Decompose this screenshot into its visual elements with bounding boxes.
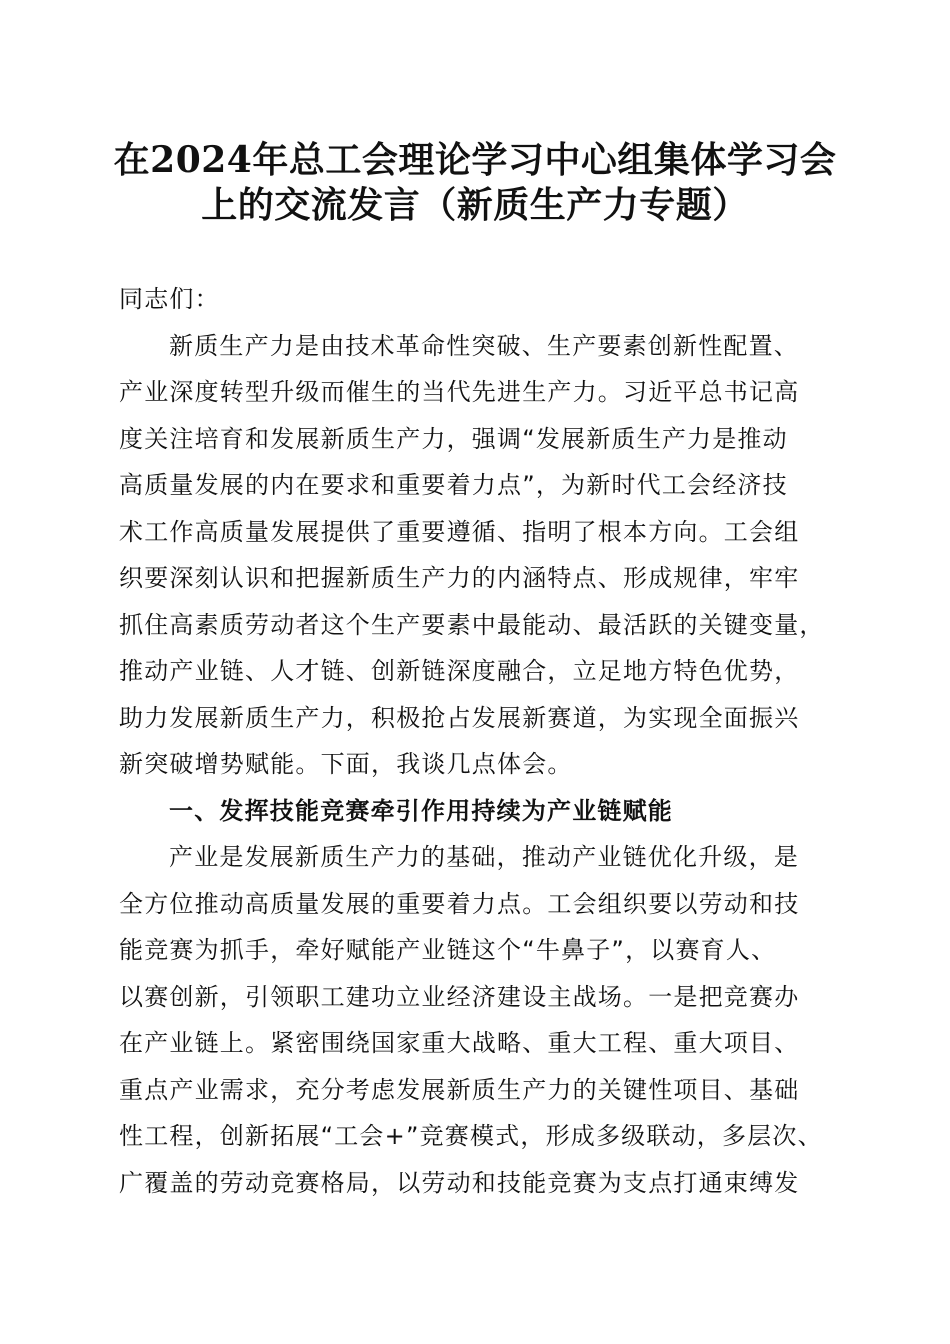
paragraph-line: 能竞赛为抓手，牵好赋能产业链这个“牛鼻子”，以赛育人、	[119, 936, 777, 964]
paragraph-line: 产业深度转型升级而催生的当代先进生产力。习近平总书记高	[119, 378, 800, 406]
paragraph-line: 抓住高素质劳动者这个生产要素中最能动、最活跃的关键变量，	[119, 610, 825, 639]
paragraph-line: 产业是发展新质生产力的基础，推动产业链优化升级，是	[169, 843, 799, 871]
paragraph-line: 全方位推动高质量发展的重要着力点。工会组织要以劳动和技	[119, 889, 800, 918]
paragraph-line: 以赛创新，引领职工建功立业经济建设主战场。一是把竞赛办	[119, 982, 800, 1011]
paragraph-2	[119, 834, 831, 1206]
salutation: 同志们：	[119, 285, 220, 313]
paragraph-line: 推动产业链、人才链、创新链深度融合，立足地方特色优势，	[119, 657, 800, 685]
paragraph-line: 广覆盖的劳动竞赛格局，以劳动和技能竞赛为支点打通束缚发	[119, 1168, 800, 1197]
paragraph-line: 术工作高质量发展提供了重要遵循、指明了根本方向。工会组	[119, 517, 800, 546]
paragraph-line: 重点产业需求，充分考虑发展新质生产力的关键性项目、基础	[119, 1075, 800, 1104]
title-line-2: 上的交流发言（新质生产力专题）	[201, 184, 749, 226]
document-title	[90, 138, 860, 228]
paragraph-line: 性工程，创新拓展“工会+”竞赛模式，形成多级联动，多层次、	[119, 1122, 823, 1150]
paragraph-1	[119, 323, 831, 788]
paragraph-line: 度关注培育和发展新质生产力，强调“发展新质生产力是推动	[119, 424, 788, 453]
paragraph-line: 高质量发展的内在要求和重要着力点”，为新时代工会经济技	[119, 471, 788, 499]
paragraph-line: 织要深刻认识和把握新质生产力的内涵特点、形成规律，牢牢	[119, 564, 800, 592]
document-body	[119, 276, 831, 1206]
paragraph-line: 助力发展新质生产力，积极抢占发展新赛道，为实现全面振兴	[119, 703, 800, 732]
section-heading-1: 一、发挥技能竞赛牵引作用持续为产业链赋能	[169, 796, 673, 825]
paragraph-line: 在产业链上。紧密围绕国家重大战略、重大工程、重大项目、	[119, 1029, 800, 1057]
paragraph-line: 新质生产力是由技术革命性突破、生产要素创新性配置、	[169, 331, 799, 360]
paragraph-line: 新突破增势赋能。下面，我谈几点体会。	[119, 750, 573, 778]
title-line-1: 在2024年总工会理论学习中心组集体学习会	[113, 139, 837, 181]
